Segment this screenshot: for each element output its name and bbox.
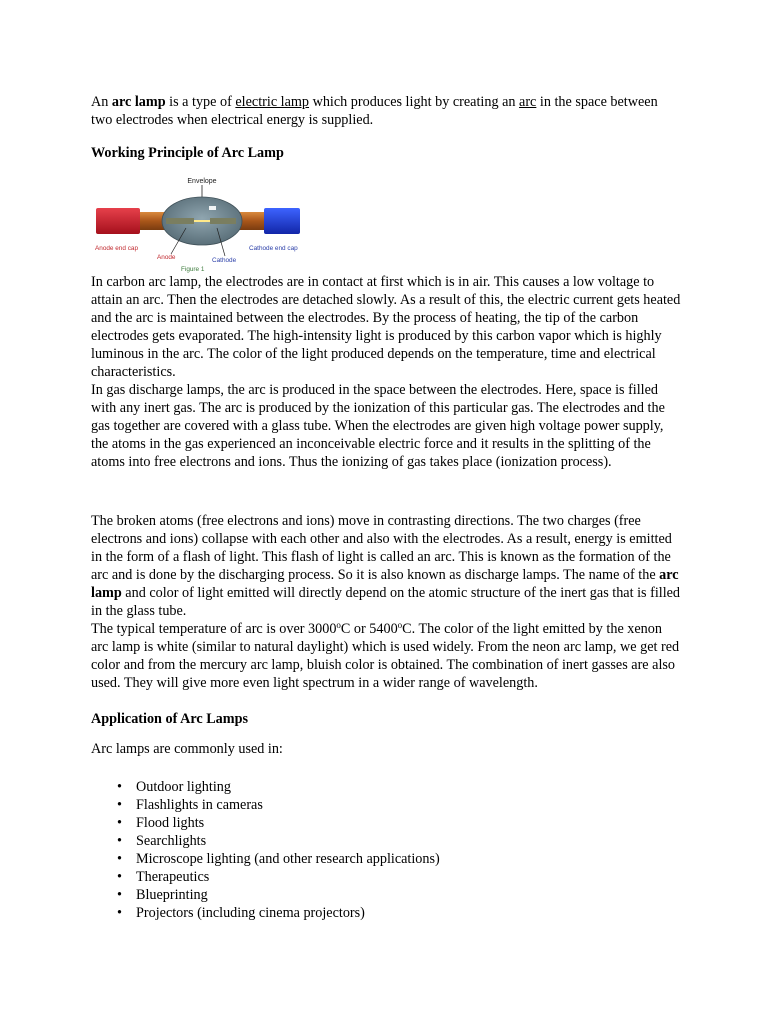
list-item-text: Projectors (including cinema projectors) [136, 905, 365, 921]
intro-bold-arc-lamp: arc lamp [111, 94, 166, 110]
list-item [91, 886, 681, 904]
intro-paragraph [91, 93, 681, 129]
bullet-icon: • [117, 905, 122, 921]
bullet-icon: • [117, 779, 122, 795]
arc-link[interactable]: arc [519, 94, 537, 110]
cathode-end-cap [264, 208, 300, 234]
degree-superscript-1: o [336, 620, 341, 630]
list-item [91, 904, 681, 922]
anode-electrode [166, 218, 194, 224]
list-item [91, 778, 681, 796]
list-item-text: Blueprinting [136, 887, 208, 903]
intro-text-3: which produces light by creating an [309, 94, 520, 110]
list-item [91, 814, 681, 832]
arc-lamp-figure [91, 170, 313, 274]
commonly-used-paragraph: Arc lamps are commonly used in: [91, 741, 283, 757]
list-item-text: Flood lights [136, 815, 205, 831]
broken-atoms-bold-arc-lamp: arc lamp [91, 567, 679, 601]
temperature-text-2: C or 5400 [340, 621, 398, 637]
broken-atoms-text-2: and color of light emitted will directly depend on the atomic structure of the inert gas that is filled in the glass tube. [91, 585, 681, 619]
broken-atoms-paragraph [91, 512, 681, 620]
temperature-text-1: The typical temperature of arc is over 3000 [91, 621, 337, 637]
bullet-icon: • [117, 815, 122, 831]
list-item [91, 868, 681, 886]
intro-text-1: An [91, 94, 112, 110]
bullet-icon: • [117, 869, 122, 885]
applications-list [91, 778, 681, 922]
list-item-text: Outdoor lighting [136, 779, 231, 795]
figure-caption: Figure 1 [181, 266, 205, 273]
list-item-text: Microscope lighting (and other research applications) [136, 851, 440, 867]
cathode-end-cap-label: Cathode end cap [249, 245, 298, 252]
carbon-arc-paragraph: In carbon arc lamp, the electrodes are in contact at first which is in air. This causes a low voltage to attain an arc. Then the electrodes are detached slowly. As a result of this, the electric current gets heated and the arc is maintained between the electrodes. By the process of heating, the tip of the carbon electrodes gets evaporated. The high-intensity light is produced by this carbon vapor which is highly luminous in the arc. The color of the light produced depends on the temperature, time and electrical characteristics. [91, 274, 681, 380]
bullet-icon: • [117, 797, 122, 813]
degree-superscript-2: o [397, 620, 403, 630]
intro-text-4: in the space between two electrodes when electrical energy is supplied. [91, 94, 658, 128]
anode-end-cap [96, 208, 140, 234]
envelope-label: Envelope [187, 178, 217, 185]
list-item-text: Therapeutics [136, 869, 210, 885]
broken-atoms-text-1: The broken atoms (free electrons and ions) move in contrasting directions. The two charges (free electrons and ions) collapse with each other and also with the electrodes. As a result, energy is emitted in the form of a flash of light. This flash of light is called an arc. This is known as the formation of the arc and is done by the discharging process. So it is also known as discharge lamps. The name of the [91, 513, 672, 583]
anode-end-cap-label: Anode end cap [95, 245, 138, 252]
list-item [91, 850, 681, 868]
heading-application: Application of Arc Lamps [91, 711, 248, 727]
bullet-icon: • [117, 887, 122, 903]
cathode-electrode [210, 218, 236, 224]
list-item-text: Searchlights [136, 833, 207, 849]
electric-lamp-link[interactable]: electric lamp [235, 94, 310, 110]
list-item [91, 796, 681, 814]
anode-label: Anode [157, 254, 176, 261]
temperature-text-3: C. The color of the light emitted by the xenon arc lamp is white (similar to natural daylight) which is used widely. From the neon arc lamp, we get red color and from the mercury arc lamp, bluish color is obtained. The combination of inert gasses are also used. They will give more even light spectrum in a wider range of wavelength. [91, 621, 680, 691]
gas-discharge-paragraph: In gas discharge lamps, the arc is produced in the space between the electrodes. Here, space is filled with any inert gas. The arc is produced by the ionization of this particular gas. The electrodes and the gas together are covered with a glass tube. When the electrodes are given high voltage power supply, the atoms in the gas experienced an inconceivable electric force and it results in the splitting of the atoms into free electrons and ions. Thus the ionizing of gas takes place (ionization process). [91, 382, 665, 470]
heading-working-principle: Working Principle of Arc Lamp [91, 145, 284, 161]
cathode-label: Cathode [212, 257, 237, 264]
envelope-highlight [209, 206, 216, 210]
intro-text-2: is a type of [165, 94, 236, 110]
bullet-icon: • [117, 851, 122, 867]
list-item [91, 832, 681, 850]
bullet-icon: • [117, 833, 122, 849]
list-item-text: Flashlights in cameras [136, 797, 263, 813]
temperature-paragraph [91, 620, 681, 692]
